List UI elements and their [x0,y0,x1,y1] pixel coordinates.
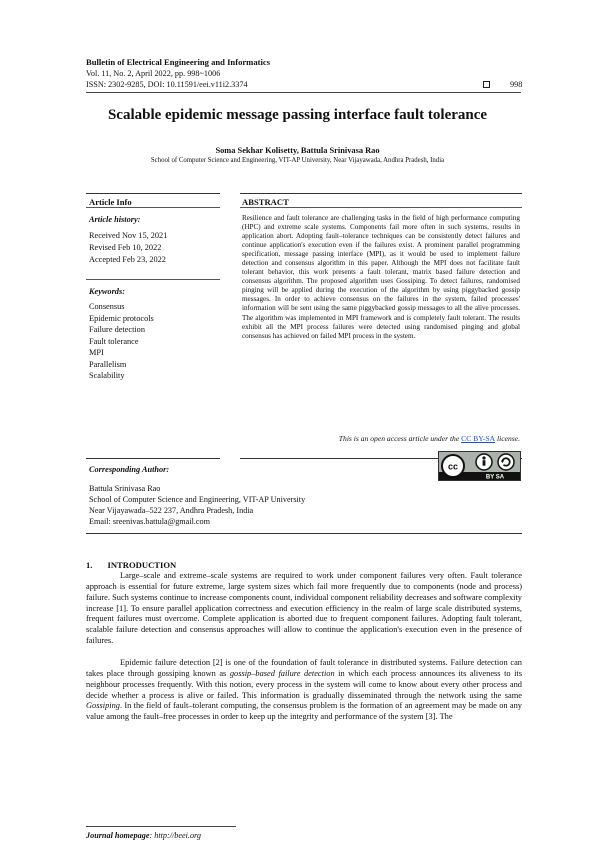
article-info-top-rule [86,193,220,194]
history-divider [86,279,220,280]
keyword-item: MPI [89,348,104,357]
abstract-head-rule [240,207,522,208]
footer-url[interactable]: : http://beei.org [149,831,202,840]
footer [86,831,201,840]
cc-license-badge[interactable] [438,451,521,481]
journal-name: Bulletin of Electrical Engineering and Informatics [86,57,271,67]
footer-divider [86,826,236,827]
paragraph-2-part-b: in which each process announces its aliveness to its neighbour processes frequently. With this notion, every process in the system will come to know about every other process and decide whether a process is alive or failed. This information is gradually disseminated through the network using the same [86,668,522,700]
open-access-suffix: license. [495,434,520,443]
open-access-prefix: This is an open access article under the [338,434,462,443]
paper-title: Scalable epidemic message passing interface fault tolerance [107,107,488,123]
keyword-item: Failure detection [89,325,145,334]
corresponding-address: Near Vijayawada–522 237, Andhra Pradesh, India [89,506,254,515]
history-accepted: Accepted Feb 23, 2022 [89,255,166,264]
paragraph-2-term-gossiping: Gossiping [86,701,120,711]
header-divider [86,92,521,93]
cc-badge-icon [439,452,520,480]
page-number: 998 [510,80,523,89]
article-info-heading: Article Info [89,197,132,207]
history-revised: Revised Feb 10, 2022 [89,243,162,252]
keywords-heading: Keywords: [89,287,125,296]
paragraph-2-term-gossip-based: gossip–based failure detection [229,668,335,678]
abstract-top-rule [240,193,522,194]
checkbox-icon [483,81,490,88]
introduction-paragraph-2 [86,658,522,723]
corresponding-bottom-rule [86,533,522,534]
keyword-item: Epidemic protocols [89,313,154,323]
journal-volume: Vol. 11, No. 2, April 2022, pp. 998~1006 [86,69,221,78]
footer-label: Journal homepage [86,831,150,840]
history-received: Received Nov 15, 2021 [89,231,168,240]
corresponding-name: Battula Srinivasa Rao [89,484,161,493]
keyword-item: Parallelism [89,359,127,369]
abstract-heading: ABSTRACT [242,197,289,207]
corresponding-email: Email: sreenivas.battula@gmail.com [89,517,210,526]
paper-affiliation: School of Computer Science and Engineering, VIT-AP University, Near Vijayawada, Andhra Pradesh, India [150,157,445,164]
corresponding-heading: Corresponding Author: [89,465,170,474]
cc-badge-label: BY SA [485,474,505,480]
paragraph-2-part-c: . In the field of fault–tolerant computing, the consensus problem is the formation of an agreement may be made on any value among the fault–free processes in order to keep up the integrity and performance of the system [3]. The [86,701,522,722]
paper-authors: Soma Sekhar Kolisetty, Battula Srinivasa Rao [215,146,380,155]
introduction-heading: 1. INTRODUCTION [86,560,177,570]
keyword-item: Fault tolerance [89,336,139,346]
article-info-head-rule [86,207,220,208]
article-info-bottom-rule [86,458,220,459]
cc-by-sa-link[interactable]: CC BY-SA [461,434,496,443]
svg-text:cc: cc [447,461,459,472]
abstract-text: Resilience and fault tolerance are challenging tasks in the field of high performance computing (HPC) and extreme scale systems. Components fail more often in such systems, results in application abort. Adopting fault–tolerance techniques can be consistently detect failures and continue application's execution even if the failures exist. A prominent parallel programming specification, message passing interface (MPI), as it would be used to implement failure detection and consensus algorithm in this paper. Although the MPI does not facilitate fault tolerant behavior, this work presents a fault tolerant, matrix based failure detection and consensus algorithm. The proposed algorithm uses Gossiping. To detect failures, randomised pinging will be applied during the execution of the algorithm by using piggybacked gossip messages. In order to achieve consensus on the failures in the system, failed processes' information will be sent using the same piggybacked gossip messages to all the alive processes. The algorithm was implemented in MPI framework and is completely fault tolerant. The results exhibit all the MPI process failures were detected using randomised pinging and global consensus has achieved on failed MPI process in the system. [242,214,520,340]
keyword-item: Scalability [89,371,125,380]
open-access-note [242,434,520,443]
paragraph-2-part-a: Epidemic failure detection [2] is one of the foundation of fault tolerance in distributed systems. Failure detection can takes place through gossiping known as [86,658,522,678]
history-heading: Article history: [89,215,141,224]
keyword-item: Consensus [89,302,125,311]
journal-issn: ISSN: 2302-9285, DOI: 10.11591/eei.v11i2.3374 [86,80,248,89]
corresponding-dept: School of Computer Science and Engineering, VIT-AP University [89,495,306,504]
introduction-paragraph-1: Large–scale and extreme–scale systems are required to work under component failures very often. Fault tolerance approach is essential for future extreme, large system sizes which fail more frequently due to components (node and process) failure. Such systems continue to increase components count, individual component reliability decreases and software complexity increase [1]. To ensure parallel application correctness and execution efficiency in the realm of large scale distributed systems, frequent failures must overcome. Complete application is aborted due to frequent component failures. Adopting fault tolerant, scalable failure detection and consensus approaches will allow to continue the application's execution even in the presence of failures. [86,571,522,646]
